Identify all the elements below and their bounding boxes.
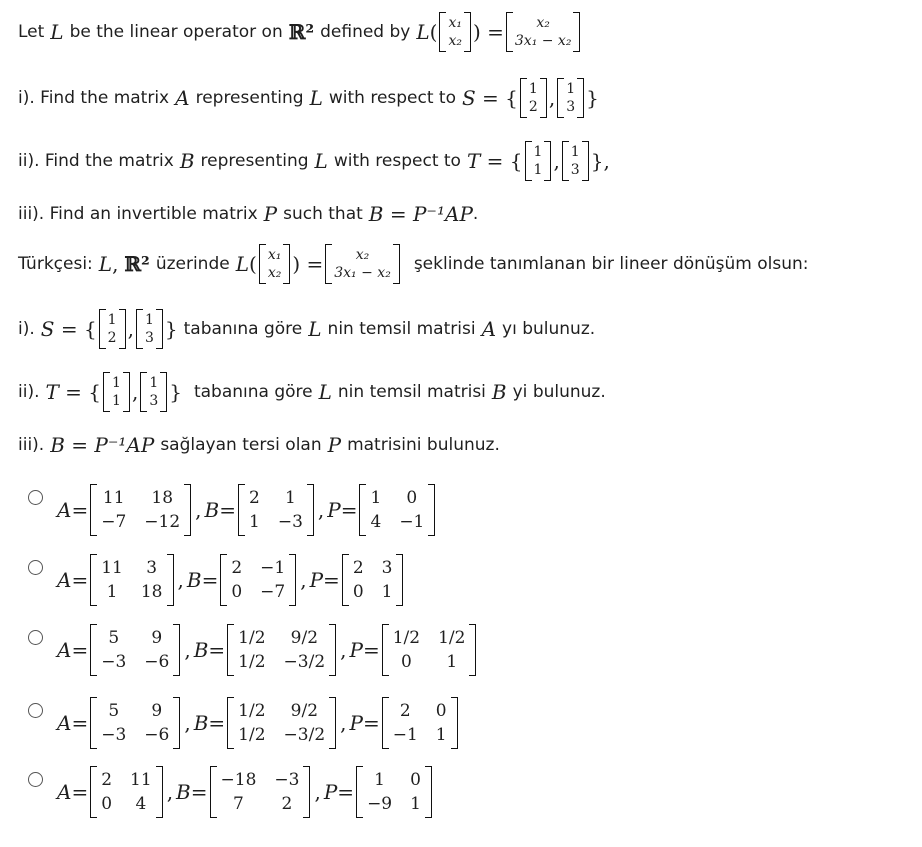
q2-mid2: with respect to (333, 151, 461, 171)
matrix-cell: 11 (130, 770, 152, 790)
matrix-cell: 2 (231, 558, 243, 578)
input-vector (439, 12, 471, 52)
matrix-cell: 0 (352, 582, 364, 602)
comma: , (177, 568, 184, 592)
tr-question-1: i). S = { 1 2 , 1 3 } tabanına göre L nin temsil matrisi A yı bulunuz. (18, 305, 595, 353)
answer-option-3[interactable]: A = 5 9 −3 −6 , B = 1/2 9/2 1/2 −3/2 , P = 1/2 1/2 0 1 (28, 624, 478, 676)
comma: , (340, 711, 347, 735)
matrix-cell: −18 (220, 770, 257, 790)
matrix-cell: 9 (151, 701, 163, 721)
matrix-a (90, 697, 180, 749)
matrix-p-symbol: P (263, 202, 278, 226)
q3-end: . (472, 204, 479, 224)
comma: , (166, 780, 174, 804)
tr-q1-suffix2: nin temsil matrisi (327, 319, 476, 339)
cell: 2 (528, 99, 538, 115)
operator-l: L (235, 252, 249, 276)
symbol-p: P (349, 711, 363, 735)
matrix-a (90, 766, 162, 818)
comma: , (300, 568, 307, 592)
comma: , (112, 252, 119, 276)
matrix-a (90, 624, 180, 676)
operator-l: L (98, 252, 113, 276)
matrix-b (220, 554, 296, 606)
answer-option-1[interactable]: A = 11 18 −7 −12 , B = 2 1 1 −3 , P = 1 0 4 −1 (28, 484, 437, 536)
cell: 1 (570, 144, 580, 160)
symbol-a: A (57, 711, 72, 735)
matrix-cell: 0 (231, 582, 243, 602)
tr-q2-suffix2: nin temsil matrisi (337, 382, 486, 402)
matrix-a (90, 554, 173, 606)
matrix-cell: 4 (135, 794, 147, 814)
intro-mid: be the linear operator on (69, 22, 283, 42)
symbol-p: P (323, 780, 338, 804)
symbol-b: B (193, 711, 209, 735)
radio-button[interactable] (28, 560, 43, 575)
matrix-cell: 2 (249, 488, 260, 508)
operator-l: L (308, 317, 322, 341)
cell: 1 (566, 81, 576, 97)
tr-intro-mid: üzerinde (155, 254, 230, 274)
matrix-cell: −6 (144, 652, 170, 672)
t-vector-1 (525, 141, 552, 181)
matrix-cell: −3 (101, 652, 127, 672)
matrix-cell: 0 (435, 701, 447, 721)
cell: 3 (149, 393, 159, 409)
matrix-cell: 1 (370, 488, 382, 508)
equation-b: B = P⁻¹AP (50, 433, 155, 457)
matrix-cell: −3 (274, 770, 300, 790)
matrix-cell: 1 (446, 652, 458, 672)
question-1: i). Find the matrix A representing L with respect to S = { 1 2 , 1 3 } (18, 74, 599, 122)
r2-symbol: ℝ² (288, 20, 315, 44)
vec-x1: x₁ (448, 15, 462, 31)
symbol-b: B (176, 780, 191, 804)
matrix-cell: 1 (284, 488, 296, 508)
symbol-p: P (327, 498, 341, 522)
basis-s-symbol: S (462, 86, 476, 110)
cell: 3 (144, 330, 154, 346)
r2-symbol: ℝ² (124, 252, 150, 276)
question-2: ii). Find the matrix B representing L with respect to T = { 1 1 , 1 3 }, (18, 137, 610, 185)
tr-question-2: ii). T = { 1 1 , 1 3 } tabanına göre L nin temsil matrisi B yi bulunuz. (18, 368, 606, 416)
symbol-b: B (193, 638, 209, 662)
matrix-cell: −1 (392, 725, 418, 745)
vec-out2: 3x₁ − x₂ (514, 33, 572, 49)
matrix-cell: 1/2 (392, 628, 421, 648)
radio-button[interactable] (28, 490, 43, 505)
s-vector-2 (557, 78, 584, 118)
t-vector-1 (103, 372, 130, 412)
q2-mid: representing (200, 151, 309, 171)
matrix-p (356, 766, 432, 818)
operator-l: L (416, 20, 430, 44)
cell: 1 (112, 375, 121, 391)
matrix-cell: 18 (151, 488, 174, 508)
matrix-cell: 2 (281, 794, 293, 814)
tr-q3-suffix1: sağlayan tersi olan (160, 435, 322, 455)
answer-option-2[interactable]: A = 11 3 1 18 , B = 2 −1 0 −7 , P = 2 3 0 1 (28, 554, 405, 606)
matrix-a-symbol: A (481, 317, 497, 341)
matrix-cell: 0 (401, 652, 412, 672)
vec-x1: x₁ (267, 247, 282, 263)
output-vector (325, 244, 400, 284)
vec-x2: x₂ (448, 33, 462, 49)
matrix-p-symbol: P (327, 433, 342, 457)
q3-mid: such that (283, 204, 363, 224)
matrix-b-symbol: B (179, 149, 195, 173)
cell: 1 (528, 81, 538, 97)
matrix-cell: −3 (277, 512, 303, 532)
q2-prefix: ii). Find the matrix (18, 151, 174, 171)
cell: 1 (533, 162, 543, 178)
cell: 1 (107, 312, 117, 328)
matrix-cell: −6 (144, 725, 170, 745)
matrix-a-symbol: A (175, 86, 190, 110)
cell: 1 (144, 312, 154, 328)
matrix-cell: −3/2 (283, 725, 326, 745)
t-vector-2 (562, 141, 589, 181)
q1-mid2: with respect to (328, 88, 456, 108)
matrix-cell: 1 (381, 582, 393, 602)
matrix-cell: 5 (108, 701, 120, 721)
matrix-cell: 1 (374, 770, 385, 790)
matrix-cell: 9/2 (290, 628, 319, 648)
s-vector-1 (99, 309, 126, 349)
matrix-cell: 1 (435, 725, 447, 745)
matrix-p (382, 697, 458, 749)
matrix-cell: −9 (367, 794, 393, 814)
matrix-cell: 0 (410, 770, 421, 790)
equation-b: B = P⁻¹AP (368, 202, 473, 226)
intro-defined: defined by (320, 22, 411, 42)
matrix-b (238, 484, 314, 536)
vec-out1: x₂ (355, 247, 370, 263)
basis-s-symbol: S (40, 317, 55, 341)
cell: 1 (112, 393, 121, 409)
symbol-a: A (57, 568, 72, 592)
q1-prefix: i). Find the matrix (18, 88, 170, 108)
matrix-cell: 7 (233, 794, 244, 814)
symbol-p: P (349, 638, 363, 662)
vec-out2: 3x₁ − x₂ (334, 265, 391, 281)
matrix-p (382, 624, 477, 676)
tr-q2-prefix: ii). (18, 382, 40, 402)
vec-out1: x₂ (536, 15, 550, 31)
cell: 3 (566, 99, 576, 115)
basis-t-symbol: T (466, 149, 481, 173)
cell: 3 (570, 162, 580, 178)
matrix-cell: 1 (410, 794, 421, 814)
matrix-b (210, 766, 311, 818)
t-vector-2 (140, 372, 167, 412)
matrix-cell: 2 (399, 701, 411, 721)
matrix-cell: 1 (249, 512, 260, 532)
comma: , (314, 780, 321, 804)
symbol-a: A (57, 638, 72, 662)
matrix-cell: −1 (399, 512, 425, 532)
cell: 1 (149, 375, 159, 391)
vec-x2: x₂ (267, 265, 282, 281)
matrix-cell: 0 (406, 488, 418, 508)
matrix-cell: −7 (101, 512, 127, 532)
tr-q2-suffix1: tabanına göre (193, 382, 313, 402)
comma: , (195, 498, 202, 522)
matrix-p (359, 484, 435, 536)
question-3 (18, 200, 478, 228)
symbol-a: A (57, 498, 72, 522)
symbol-b: B (186, 568, 202, 592)
matrix-cell: −7 (260, 582, 286, 602)
tr-intro-prefix: Türkçesi: (18, 254, 93, 274)
symbol-a: A (57, 780, 72, 804)
tr-q1-suffix3: yı bulunuz. (502, 319, 596, 339)
matrix-cell: 11 (101, 558, 123, 578)
intro-prefix: Let (18, 22, 45, 42)
input-vector (259, 244, 291, 284)
operator-l: L (50, 20, 64, 44)
turkish-intro: Türkçesi: L , ℝ² üzerinde L ( x₁ x₂ ) = x₂ 3x₁ − x₂ şeklinde tanımlanan bir lineer dönüşüm olsun: (18, 240, 809, 288)
tr-q1-prefix: i). (18, 319, 35, 339)
matrix-a (90, 484, 191, 536)
tr-q2-suffix3: yi bulunuz. (512, 382, 606, 402)
comma: , (317, 498, 325, 522)
s-vector-1 (520, 78, 547, 118)
matrix-cell: −1 (260, 558, 286, 578)
tr-intro-suffix: şeklinde tanımlanan bir lineer dönüşüm olsun: (413, 254, 809, 274)
matrix-cell: 1/2 (238, 652, 266, 672)
output-vector (506, 12, 581, 52)
intro-line: Let L be the linear operator on ℝ² defined by L ( x₁ x₂ ) = x₂ 3x₁ − x₂ (18, 8, 582, 56)
cell: 1 (533, 144, 543, 160)
radio-button[interactable] (28, 772, 43, 787)
tr-question-3 (18, 431, 500, 459)
matrix-cell: 0 (101, 794, 113, 814)
matrix-cell: 1 (106, 582, 118, 602)
matrix-cell: 1/2 (238, 701, 266, 721)
symbol-b: B (204, 498, 220, 522)
tr-q3-prefix: iii). (18, 435, 45, 455)
radio-button[interactable] (28, 703, 43, 718)
tr-q1-suffix1: tabanına göre (183, 319, 303, 339)
matrix-cell: 4 (370, 512, 382, 532)
comma: , (184, 638, 191, 662)
comma: , (340, 638, 347, 662)
q1-mid: representing (195, 88, 304, 108)
matrix-p (342, 554, 404, 606)
s-vector-2 (136, 309, 163, 349)
operator-l: L (309, 86, 323, 110)
matrix-b (227, 697, 336, 749)
matrix-cell: 9 (151, 628, 163, 648)
matrix-cell: 5 (108, 628, 120, 648)
matrix-cell: −3/2 (283, 652, 326, 672)
basis-t-symbol: T (45, 380, 59, 404)
matrix-cell: −12 (144, 512, 181, 532)
matrix-b (227, 624, 336, 676)
cell: 2 (107, 330, 117, 346)
matrix-cell: 18 (140, 582, 163, 602)
matrix-cell: 1/2 (438, 628, 466, 648)
q3-prefix: iii). Find an invertible matrix (18, 204, 258, 224)
matrix-cell: 9/2 (290, 701, 319, 721)
matrix-cell: 1/2 (238, 725, 266, 745)
matrix-cell: 1/2 (238, 628, 266, 648)
matrix-cell: 2 (101, 770, 113, 790)
answer-option-4[interactable]: A = 5 9 −3 −6 , B = 1/2 9/2 1/2 −3/2 , P = 2 0 −1 1 (28, 697, 460, 749)
answer-option-5[interactable]: A = 2 11 0 4 , B = −18 −3 7 2 , P = 1 0 −9 1 (28, 766, 434, 818)
symbol-p: P (309, 568, 324, 592)
matrix-cell: 11 (102, 488, 125, 508)
matrix-cell: −3 (101, 725, 127, 745)
matrix-cell: 3 (381, 558, 393, 578)
operator-l: L (314, 149, 328, 173)
matrix-cell: 2 (352, 558, 364, 578)
matrix-cell: 3 (146, 558, 158, 578)
tr-q3-suffix2: matrisini bulunuz. (347, 435, 500, 455)
operator-l: L (318, 380, 332, 404)
radio-button[interactable] (28, 630, 43, 645)
comma: , (184, 711, 191, 735)
matrix-b-symbol: B (491, 380, 507, 404)
